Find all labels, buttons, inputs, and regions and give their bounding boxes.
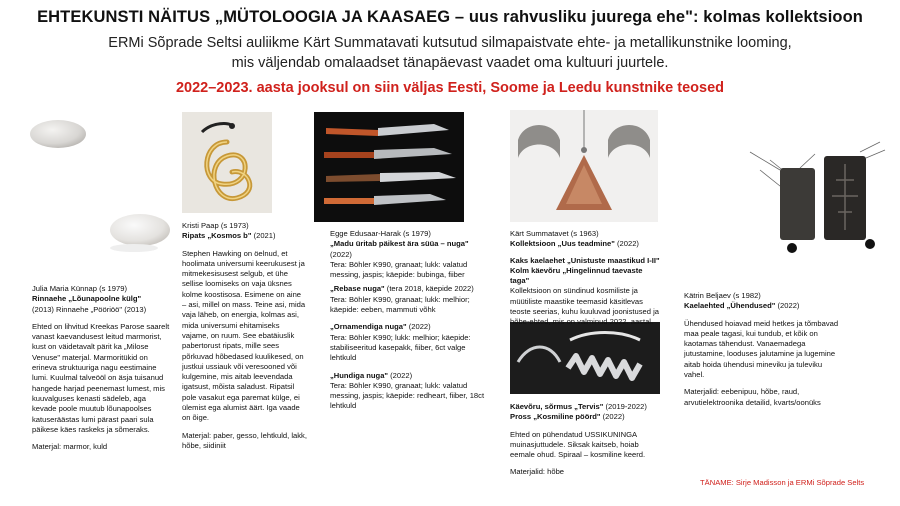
work-details: (2022) (602, 412, 625, 422)
artist-name: Julia Maria Künnap (s 1979) (32, 284, 127, 293)
knife-details: (2022) (408, 322, 431, 332)
knife-details: (2022) (390, 370, 413, 380)
artist-name: Kätrin Beljaev (s 1982) (684, 291, 761, 300)
knife-details: (tera 2018, käepide 2022) (386, 284, 474, 294)
artist-material: Materjalid: hõbe (510, 467, 565, 477)
artist-column-paap (182, 221, 307, 458)
artist-name: Kärt Summatavet (s 1963) (510, 229, 599, 238)
knife-description: Tera: Böhler K990; lukk: melhior; käepide: stabiliseeritud kasepakk, fiiber, 6ct valge lehtkuld (330, 332, 471, 363)
artist-name: Egge Edusaar-Harak (s 1979) (330, 229, 431, 238)
artist-column-beljaev (684, 291, 844, 415)
artist-description: Stephen Hawking on öelnud, et hoolimata universumi keerukusest ja mitmekesisusest selgub, et ühe sellise loomiseks on vaja üksnes kolme koostisosa. Esimene on aine – asi, millel on mass. Teine asi, mida vaja läheb, on energia, kolmas asi, mida universumi ehitamiseks vajame, on ruum. See ebatäiuslik pabertorust ripats, mille sees põrkuvad hõbedased kuulikesed, on justkui ussiauk või veresooned või kulgemine, mis aitab leevendada igatsust, mõista saladust. Ripatsil pole vasakut ega paremat külge, ei ülemist ega alumist äärt. Iga vaade on õige. (182, 248, 306, 423)
knives-image (314, 112, 464, 222)
work-details: (2019-2022) (605, 402, 647, 411)
artist-column-edusaar-harak (330, 229, 490, 419)
knife-title: „Rebase nuga" (330, 284, 385, 294)
artist-column-kunnap (32, 284, 172, 459)
thanks-note: TÄNAME: Sirje Madisson ja ERMi Sõprade Selts (700, 478, 865, 487)
subtitle-line-1: ERMi Sõprade Seltsi auliikme Kärt Summatavati kutsutud silmapaistvate ehte- ja metallikunstnike looming, (108, 35, 792, 51)
artist-column-summatavet-lower (510, 402, 660, 485)
knife-description: Tera: Böhler K990, granaat; lukk: valatud messing, jaspis; käepide: redheart, fiiber, 18ct lehtkuld (330, 380, 485, 411)
work-title: Kollektsioon „Uus teadmine" (510, 239, 615, 249)
artist-material: Materjalid: eebenipuu, hõbe, raud, arvutielektroonika detailid, kvarts/oonüks (684, 387, 821, 407)
uhendused-photo (740, 140, 890, 265)
artist-description: Ehted on pühendatud USSIKUNINGA muinasjuttudele. Siksak kaitseb, hoiab eemale ohud. Spiraal – kosmiline keerd. (510, 429, 646, 460)
marble-brooch-photo (22, 120, 172, 270)
work-details: (2022) (777, 301, 800, 311)
work-title: Pross „Kosmiline pöörd" (510, 412, 601, 422)
kosmos-pendant-photo (182, 112, 272, 213)
work-title: Kolm käevõru „Hingelinnud taevaste taga" (510, 265, 643, 286)
work-title: Kaks kaelaehet „Unistuste maastikud I-II" (510, 255, 660, 265)
work-title: Kaelaehted „Ühendused" (684, 301, 776, 311)
highlight-line: 2022–2023. aasta jooksul on siin väljas Eesti, Soome ja Leedu kunstnike teosed (175, 80, 724, 96)
knife-description: Tera: Böhler K990, granaat; lukk: melhior; käepide: eeben, mammuti võhk (330, 294, 470, 315)
tervis-photo (510, 322, 660, 394)
subtitle-line-2: mis väljendab omalaadset tänapäevast vaadet oma kultuuri juurtele. (231, 55, 669, 71)
uus-teadmine-photo (510, 110, 658, 222)
artist-description: Kollektsioon on sündinud kosmiliste ja müütiliste maastike teemasid käsitlevas teoste seerias, kuhu kuuluvad joonistused ja hõbe-ehted, mis on valminud 2022. aastal. (510, 286, 660, 327)
tervis-image (510, 322, 660, 394)
work-title: Käevõru, sõrmus „Tervis" (510, 402, 604, 411)
knife-title: „Ornamendiga nuga" (330, 322, 407, 332)
artist-material: Materjal: marmor, kuld (32, 442, 108, 452)
work-title: Ripats „Kosmos b" (182, 231, 252, 241)
work-details: (2021) (253, 231, 276, 241)
work-description: Tera: Böhler K990, granaat; lukk: valatud messing, jaspis; käepide: bubinga, fiiber (330, 259, 468, 280)
artist-name: Kristi Paap (s 1973) (182, 221, 249, 230)
marble-stones-image (22, 120, 172, 270)
work-details: (2022) (617, 239, 639, 249)
knot-pendant-image (182, 112, 272, 213)
artist-description: Ehted on lihvitud Kreekas Parose saarelt vanast kaevandusest leitud marmorist, kust on väidetavalt pärit ka „Milose Venuse" materjal. Marmoritükid on erineva struktuuriga nagu eestimaine lumi. Kuulmal talveööl on äsja tuisanud hangede harjad peenemast lumest, mis kuuvalguses kenasti sädeleb, aga kevade poole muutub lõunapoolses katuseräästas lumi pärast paari sula päikese käes raskeks ja sõmeraks. (32, 321, 170, 434)
page-title: EHTEKUNSTI NÄITUS „MÜTOLOOGIA JA KAASAEG – uus rahvusliku juurega ehe": kolmas kollektsioon (37, 8, 863, 26)
work-details: (2022) (330, 249, 352, 259)
work-details: (2013) Rinnaehe „Pööriöö" (2013) (32, 304, 147, 314)
knife-title: „Hundiga nuga" (330, 370, 389, 380)
work-title: Rinnaehe „Lõunapoolne külg" (32, 294, 142, 304)
uhendused-image (740, 140, 890, 265)
knives-photo (314, 112, 464, 222)
artist-description: Ühendused hoiavad meid hetkes ja tõmbavad maa peale tagasi, kui tundub, et kõik on kaotamas tähendust. Vanaemadega jutustamine, looduses jalutamine ja lugemine aitab hoida ühendusi mineviku ja tuleviku vahel. (684, 318, 839, 380)
work-title: „Madu üritab päikest ära süüa – nuga" (330, 239, 469, 249)
artist-material: Materjal: paber, gesso, lehtkuld, lakk, hõbe, siidiniit (182, 430, 307, 450)
uus-teadmine-image (510, 110, 658, 222)
artist-column-summatavet (510, 229, 660, 328)
